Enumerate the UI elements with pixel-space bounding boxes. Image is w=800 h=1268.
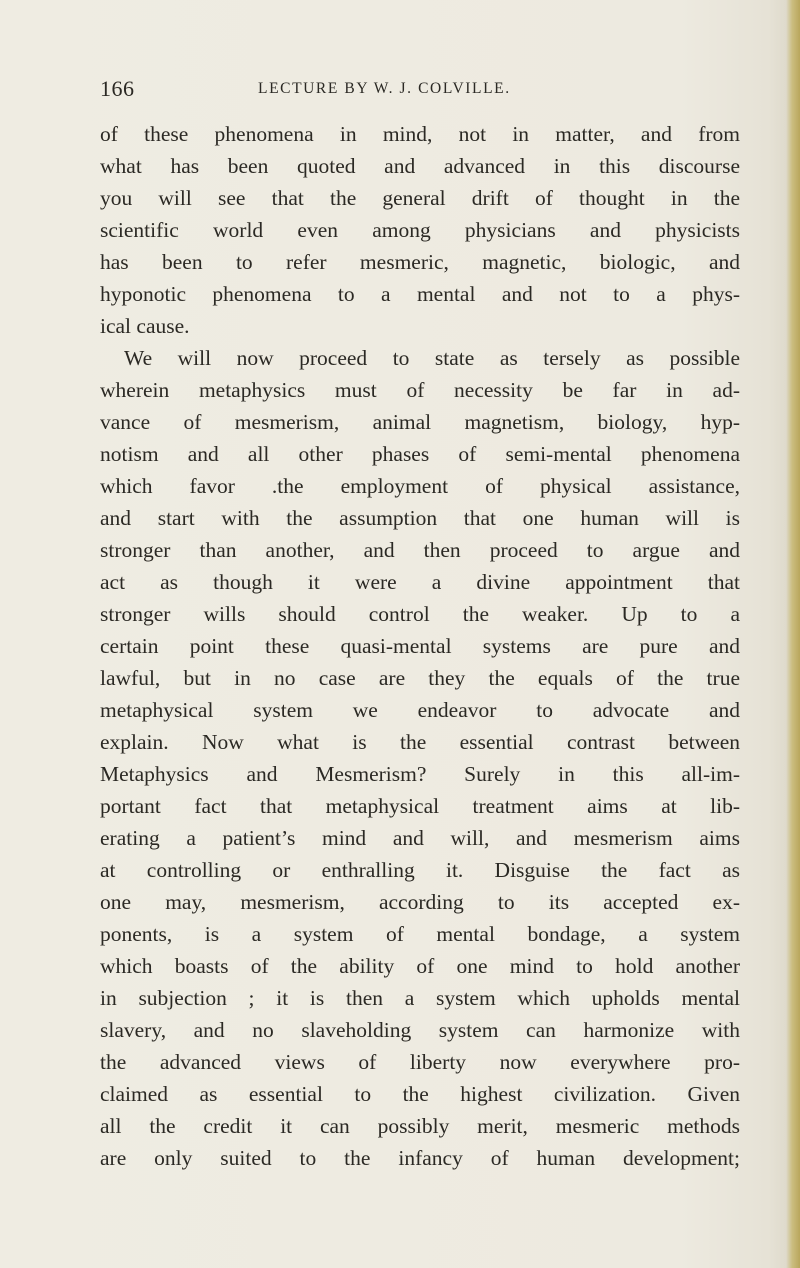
text-line: certain point these quasi-mental systems are pure and bbox=[100, 634, 740, 658]
text-line: notism and all other phases of semi-mental phenomena bbox=[100, 442, 740, 466]
text-line: are only suited to the infancy of human development; bbox=[100, 1146, 740, 1170]
text-line: ponents, is a system of mental bondage, a system bbox=[100, 922, 740, 946]
text-line: explain. Now what is the essential contrast between bbox=[100, 730, 740, 754]
text-line: lawful, but in no case are they the equals of the true bbox=[100, 666, 740, 690]
text-line: ical cause. bbox=[100, 314, 190, 338]
text-line: hyponotic phenomena to a mental and not to a phys- bbox=[100, 282, 740, 306]
text-line: wherein metaphysics must of necessity be far in ad- bbox=[100, 378, 740, 402]
text-line: Metaphysics and Mesmerism? Surely in this all-im- bbox=[100, 762, 740, 786]
text-line: slavery, and no slaveholding system can harmonize with bbox=[100, 1018, 740, 1042]
text-line: stronger than another, and then proceed to argue and bbox=[100, 538, 740, 562]
running-title: LECTURE BY W. J. COLVILLE. bbox=[258, 80, 511, 97]
text-line: claimed as essential to the highest civilization. Given bbox=[100, 1082, 740, 1106]
text-line: the advanced views of liberty now everywhere pro- bbox=[100, 1050, 740, 1074]
text-line: stronger wills should control the weaker. Up to a bbox=[100, 602, 740, 626]
text-line: one may, mesmerism, according to its accepted ex- bbox=[100, 890, 740, 914]
text-line: metaphysical system we endeavor to advocate and bbox=[100, 698, 740, 722]
text-line: vance of mesmerism, animal magnetism, biology, hyp- bbox=[100, 410, 740, 434]
page-number: 166 bbox=[100, 76, 135, 101]
text-line: which boasts of the ability of one mind to hold another bbox=[100, 954, 740, 978]
text-line: what has been quoted and advanced in this discourse bbox=[100, 154, 740, 178]
text-line: erating a patient’s mind and will, and mesmerism aims bbox=[100, 826, 740, 850]
text-line: and start with the assumption that one human will is bbox=[100, 506, 740, 530]
text-line: act as though it were a divine appointment that bbox=[100, 570, 740, 594]
text-line: which favor .the employment of physical assistance, bbox=[100, 474, 740, 498]
text-line: has been to refer mesmeric, magnetic, biologic, and bbox=[100, 250, 740, 274]
text-line: of these phenomena in mind, not in matter, and from bbox=[100, 122, 740, 146]
page-edge bbox=[786, 0, 800, 1268]
text-line: all the credit it can possibly merit, mesmeric methods bbox=[100, 1114, 740, 1138]
paragraph-start-line: We will now proceed to state as tersely as possible bbox=[124, 346, 740, 370]
text-line: scientific world even among physicians and physicists bbox=[100, 218, 740, 242]
running-header bbox=[100, 76, 740, 104]
text-line: you will see that the general drift of thought in the bbox=[100, 186, 740, 210]
body-text bbox=[100, 118, 740, 1174]
text-line: portant fact that metaphysical treatment aims at lib- bbox=[100, 794, 740, 818]
text-line: at controlling or enthralling it. Disguise the fact as bbox=[100, 858, 740, 882]
text-line: in subjection ; it is then a system which upholds mental bbox=[100, 986, 740, 1010]
